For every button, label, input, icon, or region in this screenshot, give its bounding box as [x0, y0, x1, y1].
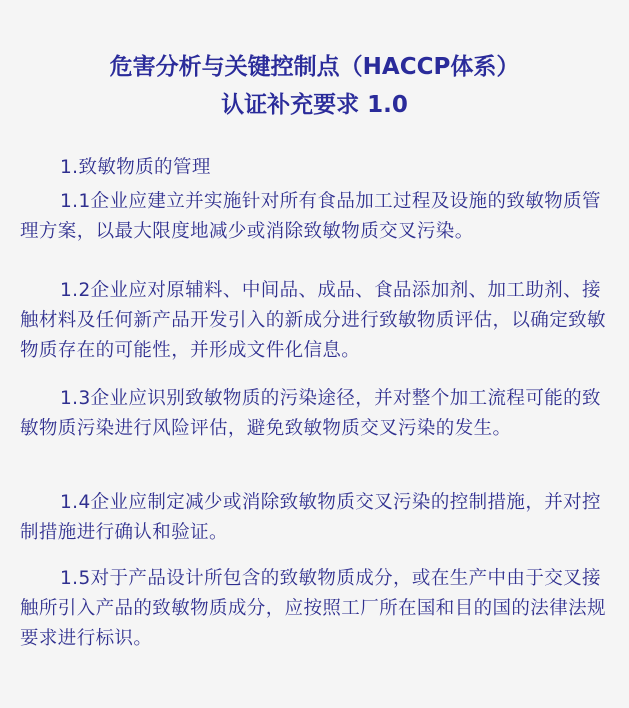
document-subtitle: 认证补充要求 1.0 — [221, 92, 408, 118]
document-title: 危害分析与关键控制点（HACCP体系） — [109, 54, 520, 80]
clause-1-1: 1.1企业应建立并实施针对所有食品加工过程及设施的致敏物质管理方案，以最大限度地减少或消除致敏物质交叉污染。 — [20, 191, 601, 242]
section-heading: 1.致敏物质的管理 — [60, 157, 211, 178]
clause-1-2: 1.2企业应对原辅料、中间品、成品、食品添加剂、加工助剂、接触材料及任何新产品开发引入的新成分进行致敏物质评估，以确定致敏物质存在的可能性，并形成文件化信息。 — [20, 280, 606, 361]
clause-1-4: 1.4企业应制定减少或消除致敏物质交叉污染的控制措施，并对控制措施进行确认和验证。 — [20, 492, 601, 543]
clause-1-3: 1.3企业应识别致敏物质的污染途径，并对整个加工流程可能的致敏物质污染进行风险评估，避免致敏物质交叉污染的发生。 — [20, 388, 601, 439]
clause-1-5: 1.5对于产品设计所包含的致敏物质成分，或在生产中由于交叉接触所引入产品的致敏物质成分，应按照工厂所在国和目的国的法律法规要求进行标识。 — [20, 568, 606, 649]
